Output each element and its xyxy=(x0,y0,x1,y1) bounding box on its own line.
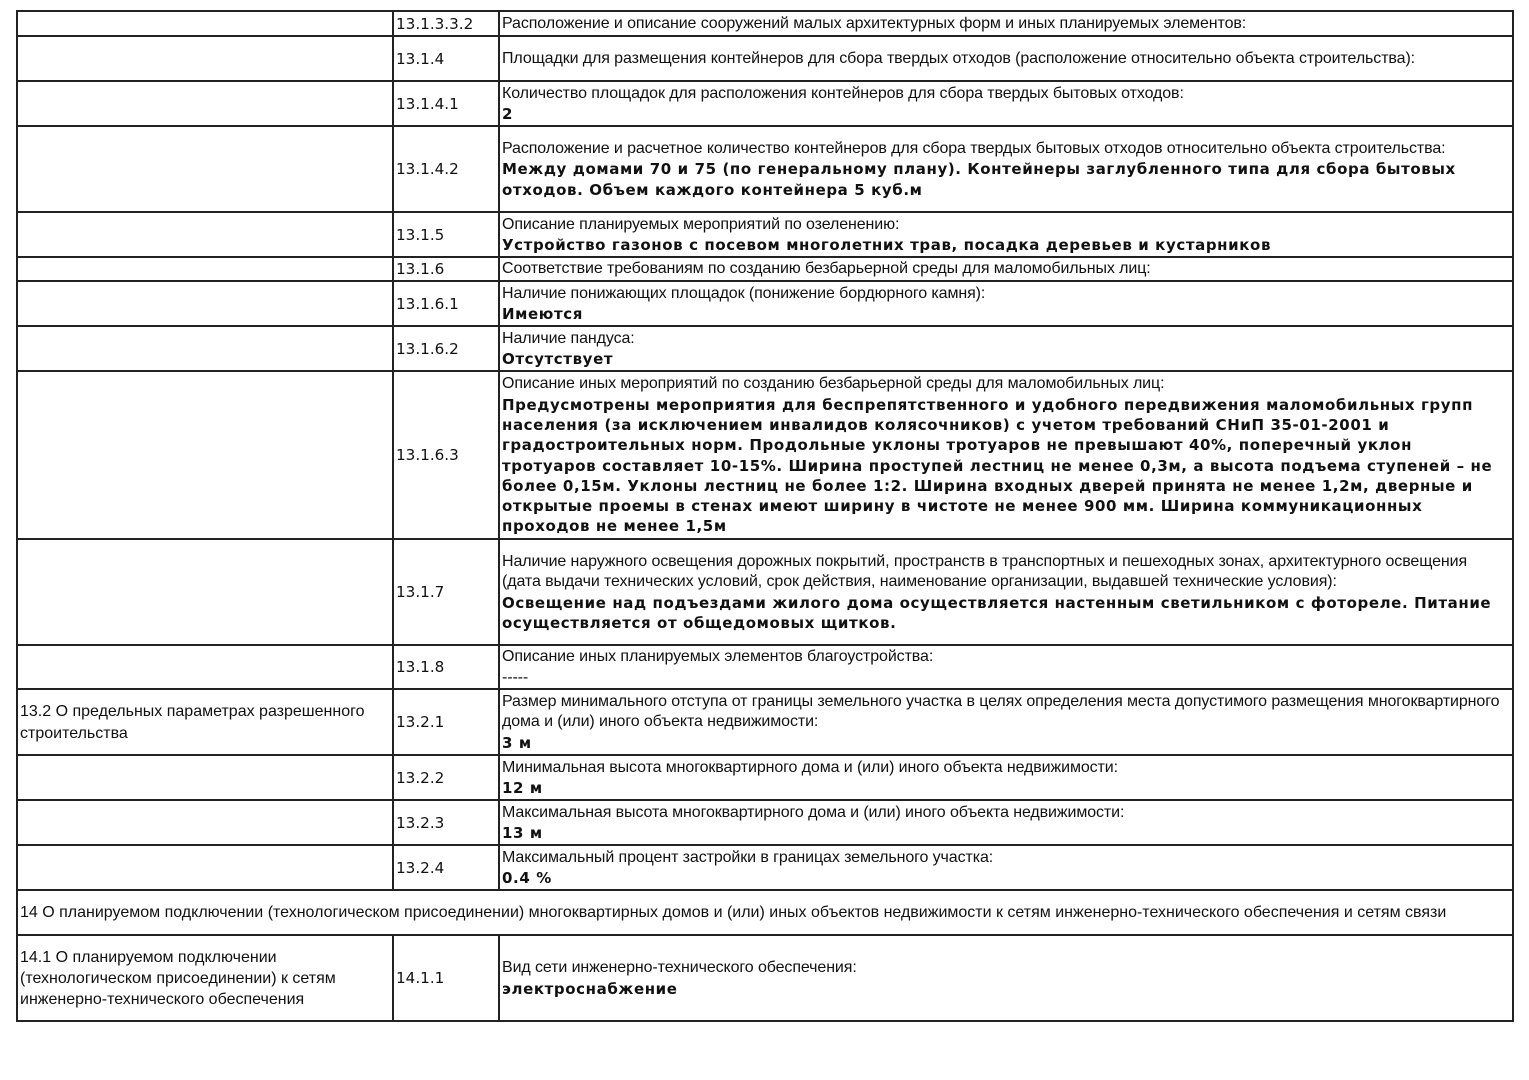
item-label: Наличие пандуса: xyxy=(502,329,635,347)
code-cell xyxy=(393,371,499,539)
code-cell xyxy=(393,81,499,126)
table-row xyxy=(17,126,1513,212)
item-code: 13.2.4 xyxy=(396,858,445,877)
section-cell xyxy=(17,845,393,890)
code-cell xyxy=(393,645,499,689)
item-label: Наличие понижающих площадок (понижение бордюрного камня): xyxy=(502,284,986,302)
section-cell xyxy=(17,935,393,1021)
item-code: 13.2.3 xyxy=(396,813,445,832)
item-code: 13.1.4.1 xyxy=(396,94,459,113)
item-code: 13.1.6.2 xyxy=(396,339,459,358)
section-cell xyxy=(17,36,393,81)
content-cell xyxy=(499,645,1513,689)
item-label: Максимальная высота многоквартирного дома и (или) иного объекта недвижимости: xyxy=(502,803,1125,821)
item-label: Расположение и описание сооружений малых архитектурных форм и иных планируемых элементов: xyxy=(502,14,1247,32)
table-row xyxy=(17,935,1513,1021)
code-cell xyxy=(393,689,499,755)
section-cell xyxy=(17,645,393,689)
code-cell xyxy=(393,326,499,371)
content-cell xyxy=(499,81,1513,126)
table-row xyxy=(17,36,1513,81)
content-cell xyxy=(499,689,1513,755)
item-value: 2 xyxy=(502,105,514,123)
item-code: 13.1.5 xyxy=(396,225,445,244)
item-value: 3 м xyxy=(502,733,532,752)
section-cell xyxy=(17,11,393,36)
item-code: 13.1.6 xyxy=(396,260,445,279)
content-cell xyxy=(499,281,1513,326)
content-cell xyxy=(499,935,1513,1021)
item-label: Минимальная высота многоквартирного дома и (или) иного объекта недвижимости: xyxy=(502,758,1118,776)
section-cell xyxy=(17,257,393,281)
section-header-row xyxy=(17,890,1513,935)
code-cell xyxy=(393,935,499,1021)
item-label: Максимальный процент застройки в границах земельного участка: xyxy=(502,848,994,866)
code-cell xyxy=(393,800,499,845)
code-cell xyxy=(393,257,499,281)
item-code: 13.2.1 xyxy=(396,713,445,732)
content-cell xyxy=(499,212,1513,257)
item-value: Имеются xyxy=(502,305,583,323)
item-value: 12 м xyxy=(502,779,543,797)
section-label: 14.1 О планируемом подключении (технологическом присоединении) к сетям инженерно-технического обеспечения xyxy=(20,948,336,1009)
item-value: Устройство газонов с посевом многолетних трав, посадка деревьев и кустарников xyxy=(502,236,1272,254)
item-label: Размер минимального отступа от границы земельного участка в целях определения места допустимого размещения многоквартирного дома и (или) иного объекта недвижимости: xyxy=(502,693,1500,731)
section-label: 13.2 О предельных параметрах разрешенного строительства xyxy=(20,703,365,742)
item-value: Отсутствует xyxy=(502,350,614,368)
content-cell xyxy=(499,36,1513,81)
section-cell xyxy=(17,281,393,326)
table-row xyxy=(17,539,1513,645)
content-cell xyxy=(499,371,1513,539)
section-cell xyxy=(17,212,393,257)
section-14-title: 14 О планируемом подключении (технологическом присоединении) многоквартирных домов и (или) иных объектов недвижимости к сетям инженерно-технического обеспечения и сетям связи xyxy=(20,904,1447,922)
section-14-title-cell xyxy=(17,890,1513,935)
item-value: электроснабжение xyxy=(502,979,678,998)
item-value: 0.4 % xyxy=(502,869,552,887)
table-row xyxy=(17,281,1513,326)
table-row xyxy=(17,689,1513,755)
item-code: 13.2.2 xyxy=(396,768,445,787)
item-label: Вид сети инженерно-технического обеспечения: xyxy=(502,959,857,977)
item-code: 13.1.6.3 xyxy=(396,446,459,465)
item-label: Расположение и расчетное количество контейнеров для сбора твердых бытовых отходов относительно объекта строительства: xyxy=(502,140,1446,158)
table-row xyxy=(17,800,1513,845)
content-cell xyxy=(499,845,1513,890)
section-cell xyxy=(17,126,393,212)
code-cell xyxy=(393,212,499,257)
item-label: Описание иных мероприятий по созданию безбарьерной среды для маломобильных лиц: xyxy=(502,375,1165,393)
code-cell xyxy=(393,539,499,645)
section-cell xyxy=(17,326,393,371)
item-value: Между домами 70 и 75 (по генеральному плану). Контейнеры заглубленного типа для сбора бытовых отходов. Объем каждого контейнера 5 куб.м xyxy=(502,160,1456,199)
table-row xyxy=(17,257,1513,281)
section-cell xyxy=(17,689,393,755)
item-code: 13.1.6.1 xyxy=(396,294,459,313)
item-code: 14.1.1 xyxy=(396,969,445,988)
item-label: Описание иных планируемых элементов благоустройства: xyxy=(502,648,934,666)
item-code: 13.1.4.2 xyxy=(396,160,459,179)
item-value: ----- xyxy=(502,668,529,686)
content-cell xyxy=(499,755,1513,800)
table-row xyxy=(17,212,1513,257)
content-cell xyxy=(499,126,1513,212)
item-code: 13.1.3.3.2 xyxy=(396,14,474,33)
section-cell xyxy=(17,539,393,645)
item-value: Предусмотрены мероприятия для беспрепятственного и удобного передвижения маломобильных групп населения (за исключением инвалидов колясочников) с учетом требований СНиП 35-01-2001 и градостроительных норм. Продольные уклоны тротуаров не превышают 40%, поперечный уклон тротуаров составляет 10-15%. Ширина проступей лестниц не менее 0,3м, а высота подъема ступеней – не более 0,15м. Уклоны лестниц не более 1:2. Ширина входных дверей принята не менее 1,2м, дверные и открытые проемы в стенах имеют ширину в чистоте не менее 900 мм. Ширина коммуникационных проходов не менее 1,5м xyxy=(502,395,1493,536)
table-row xyxy=(17,845,1513,890)
table-row xyxy=(17,11,1513,36)
content-cell xyxy=(499,539,1513,645)
code-cell xyxy=(393,281,499,326)
item-label: Количество площадок для расположения контейнеров для сбора твердых бытовых отходов: xyxy=(502,84,1184,102)
section-cell xyxy=(17,81,393,126)
table-row xyxy=(17,371,1513,539)
table-row xyxy=(17,755,1513,800)
item-label: Описание планируемых мероприятий по озеленению: xyxy=(502,215,900,233)
table-row xyxy=(17,645,1513,689)
item-label: Площадки для размещения контейнеров для сбора твердых отходов (расположение относительно объекта строительства): xyxy=(502,49,1416,67)
table-row xyxy=(17,326,1513,371)
section-cell xyxy=(17,371,393,539)
item-code: 13.1.4 xyxy=(396,49,445,68)
item-label: Наличие наружного освещения дорожных покрытий, пространств в транспортных и пешеходных зонах, архитектурного освещения (дата выдачи технических условий, срок действия, наименование организации, выдавшей технические условия): xyxy=(502,552,1468,591)
content-cell xyxy=(499,326,1513,371)
code-cell xyxy=(393,36,499,81)
code-cell xyxy=(393,126,499,212)
item-code: 13.1.8 xyxy=(396,658,445,677)
section-cell xyxy=(17,755,393,800)
declaration-table xyxy=(16,10,1514,1022)
item-label: Соответствие требованиям по созданию безбарьерной среды для маломобильных лиц: xyxy=(502,260,1151,278)
item-value: Освещение над подъездами жилого дома осуществляется настенным светильником с фотореле. Питание осуществляется от общедомовых щитков. xyxy=(502,593,1492,632)
content-cell xyxy=(499,257,1513,281)
content-cell xyxy=(499,11,1513,36)
table-row xyxy=(17,81,1513,126)
content-cell xyxy=(499,800,1513,845)
code-cell xyxy=(393,845,499,890)
item-value: 13 м xyxy=(502,824,543,842)
code-cell xyxy=(393,755,499,800)
code-cell xyxy=(393,11,499,36)
item-code: 13.1.7 xyxy=(396,583,445,602)
section-cell xyxy=(17,800,393,845)
